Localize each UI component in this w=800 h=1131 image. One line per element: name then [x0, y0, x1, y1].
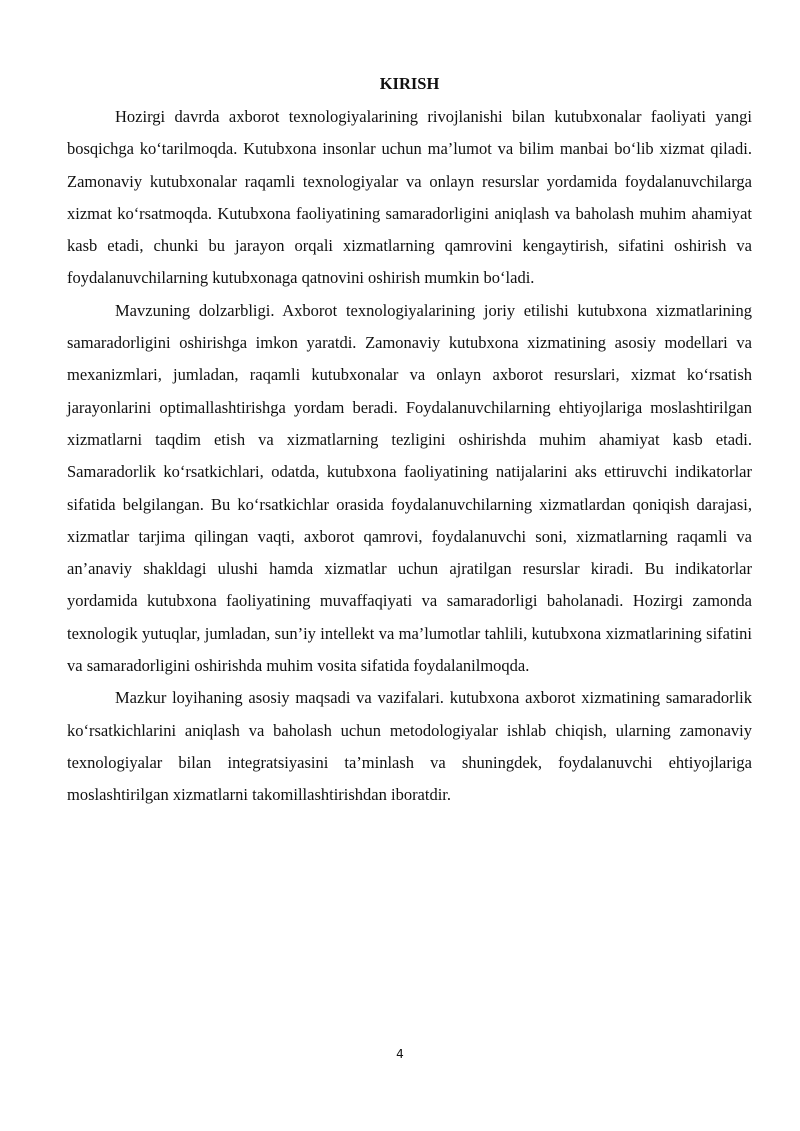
paragraph-goals: Mazkur loyihaning asosiy maqsadi va vazifalari. kutubxona axborot xizmatining samaradorlik ko‘rsatkichlarini aniqlash va baholash uchun metodologiyalar ishlab chiqish, ularning zamonaviy texnologiyalar bilan integratsiyasini ta’minlash va shuningdek, foydalanuvchi ehtiyojlariga moslashtirilgan xizmatlarni takomillashtirishdan iboratdir. [67, 688, 752, 805]
paragraph-intro: Hozirgi davrda axborot texnologiyalarining rivojlanishi bilan kutubxonalar faoliyati yangi bosqichga ko‘tarilmoqda. Kutubxona insonlar uchun ma’lumot va bilim manbai bo‘lib xizmat qiladi. Zamonaviy kutubxonalar raqamli texnologiyalar va onlayn resurslar yordamida foydalanuvchilarga xizmat ko‘rsatmoqda. Kutubxona faoliyatining samaradorligini aniqlash va baholash muhim ahamiyat kasb etadi, chunki bu jarayon orqali xizmatlarning qamrovini kengaytirish, sifatini oshirish va foydalanuvchilarning kutubxonaga qatnovini oshirish mumkin bo‘ladi. [67, 107, 752, 288]
page-number: 4 [396, 1047, 404, 1061]
section-heading: KIRISH [379, 74, 440, 93]
paragraph-relevance: Mavzuning dolzarbligi. Axborot texnologiyalarining joriy etilishi kutubxona xizmatlarining samaradorligini oshirishga imkon yaratdi. Zamonaviy kutubxona xizmatining asosiy modellari va mexanizmlari, jumladan, raqamli kutubxonalar va onlayn axborot resurslari, xizmat ko‘rsatish jarayonlarini optimallashtirishga yordam beradi. Foydalanuvchilarning ehtiyojlariga moslashtirilgan xizmatlarni taqdim etish va xizmatlarning tezligini oshirishda muhim ahamiyat kasb etadi. Samaradorlik ko‘rsatkichlari, odatda, kutubxona faoliyatining natijalarini aks ettiruvchi indikatorlar sifatida belgilangan. Bu ko‘rsatkichlar orasida foydalanuvchilarning xizmatlardan qoniqish darajasi, xizmatlar tarjima qilingan vaqti, axborot qamrovi, foydalanuvchi soni, xizmatlarning raqamli va an’anaviy shakldagi ulushi hamda xizmatlar uchun ajratilgan resurslar kiradi. Bu indikatorlar yordamida kutubxona faoliyatining muvaffaqiyati va samaradorligi baholanadi. Hozirgi zamonda texnologik yutuqlar, jumladan, sun’iy intellekt va ma’lumotlar tahlili, kutubxona xizmatlarining sifatini va samaradorligini oshirishda muhim vosita sifatida foydalanilmoqda. [67, 300, 752, 676]
document-page [67, 73, 752, 812]
